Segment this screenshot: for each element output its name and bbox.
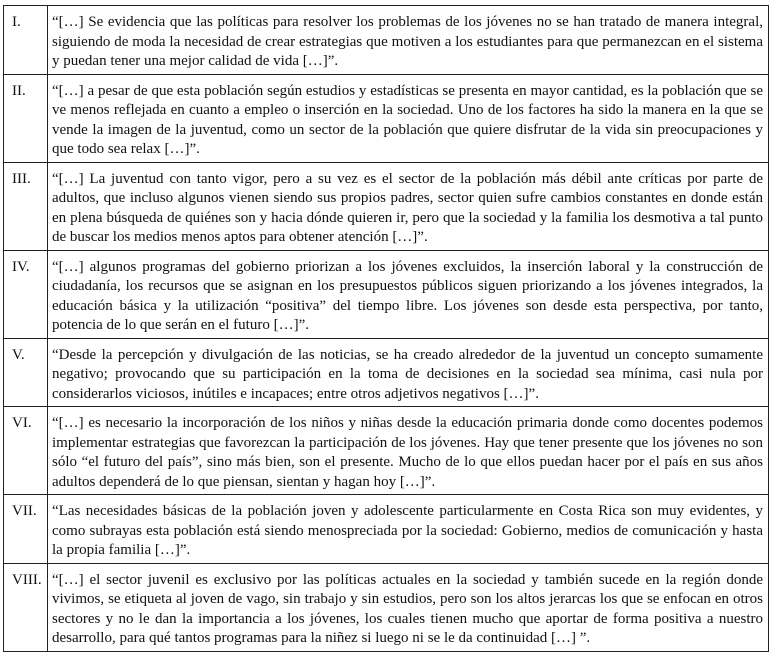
- row-numeral: IV.: [4, 250, 48, 338]
- row-numeral: VI.: [4, 407, 48, 495]
- table-row: [4, 495, 769, 564]
- quotes-table: [3, 5, 769, 652]
- row-quote: “[…] el sector juvenil es exclusivo por las políticas actuales en la sociedad y también sucede en la región donde vivimos, se etiqueta al joven de vago, sin trabajo y sin estudios, pero son los altos jerarcas los que se enfocan en otros sectores y no le dan la importancia a los jóvenes, los cuales tienen mucho que aportar de forma positiva a nuestro desarrollo, para qué tantos programas para la niñez si luego ni se le da continuidad […] ”.: [48, 563, 769, 651]
- row-numeral: VIII.: [4, 563, 48, 651]
- table-row: [4, 407, 769, 495]
- row-numeral: I.: [4, 6, 48, 75]
- row-numeral: III.: [4, 162, 48, 250]
- table-row: [4, 338, 769, 407]
- row-quote: “Las necesidades básicas de la población joven y adolescente particularmente en Costa Rica son muy evidentes, y como subrayas esta población está siendo menospreciada por la sociedad: Gobierno, medios de comunicación y hasta la propia familia […]”.: [48, 495, 769, 564]
- table-row: [4, 162, 769, 250]
- row-quote: “[…] a pesar de que esta población según estudios y estadísticas se presenta en mayor cantidad, es la población que se ve menos reflejada en cuanto a empleo o inserción en la sociedad. Uno de los factores ha sido la manera en la que se vende la imagen de la juventud, como un sector de la población que quiere disfrutar de la vida sin preocupaciones y que todo sea relax […]”.: [48, 74, 769, 162]
- table-row: [4, 563, 769, 651]
- row-quote: “[…] La juventud con tanto vigor, pero a su vez es el sector de la población más débil ante críticas por parte de adultos, que incluso algunos vienen siendo sus propios padres, sector quien sufre cambios constantes en donde están en plena búsqueda de quiénes son y hacia dónde quieren ir, pero que la sociedad y la familia los desmotiva a tal punto de buscar los medios menos aptos para obtener atención […]”.: [48, 162, 769, 250]
- row-quote: “[…] algunos programas del gobierno priorizan a los jóvenes excluidos, la inserción laboral y la construcción de ciudadanía, los recursos que se asignan en los presupuestos públicos siguen priorizando a los jóvenes integrados, la educación básica y la utilización “positiva” del tiempo libre. Los jóvenes son desde esta perspectiva, por tanto, potencia de lo que serán en el futuro […]”.: [48, 250, 769, 338]
- row-numeral: VII.: [4, 495, 48, 564]
- row-quote: “[…] es necesario la incorporación de los niños y niñas desde la educación primaria donde como docentes podemos implementar estrategias que favorezcan la participación de los jóvenes. Hay que tener presente que los jóvenes no son sólo “el futuro del país”, sino más bien, son el presente. Mucho de lo que ellos puedan hacer por el país en sus años adultos dependerá de lo que piensan, sientan y hagan hoy […]”.: [48, 407, 769, 495]
- row-quote: “Desde la percepción y divulgación de las noticias, se ha creado alrededor de la juventud un concepto sumamente negativo; provocando que su participación en la toma de decisiones en la sociedad sea mínima, casi nula por considerarlos viciosos, inútiles e incapaces; entre otros adjetivos negativos […]”.: [48, 338, 769, 407]
- table-row: [4, 250, 769, 338]
- table-row: [4, 6, 769, 75]
- row-numeral: II.: [4, 74, 48, 162]
- table-row: [4, 74, 769, 162]
- row-numeral: V.: [4, 338, 48, 407]
- row-quote: “[…] Se evidencia que las políticas para resolver los problemas de los jóvenes no se han tratado de manera integral, siguiendo de moda la necesidad de crear estrategias que motiven a los estudiantes para que permanezcan en el sistema y puedan tener una mejor calidad de vida […]”.: [48, 6, 769, 75]
- quotes-table-body: [4, 6, 769, 652]
